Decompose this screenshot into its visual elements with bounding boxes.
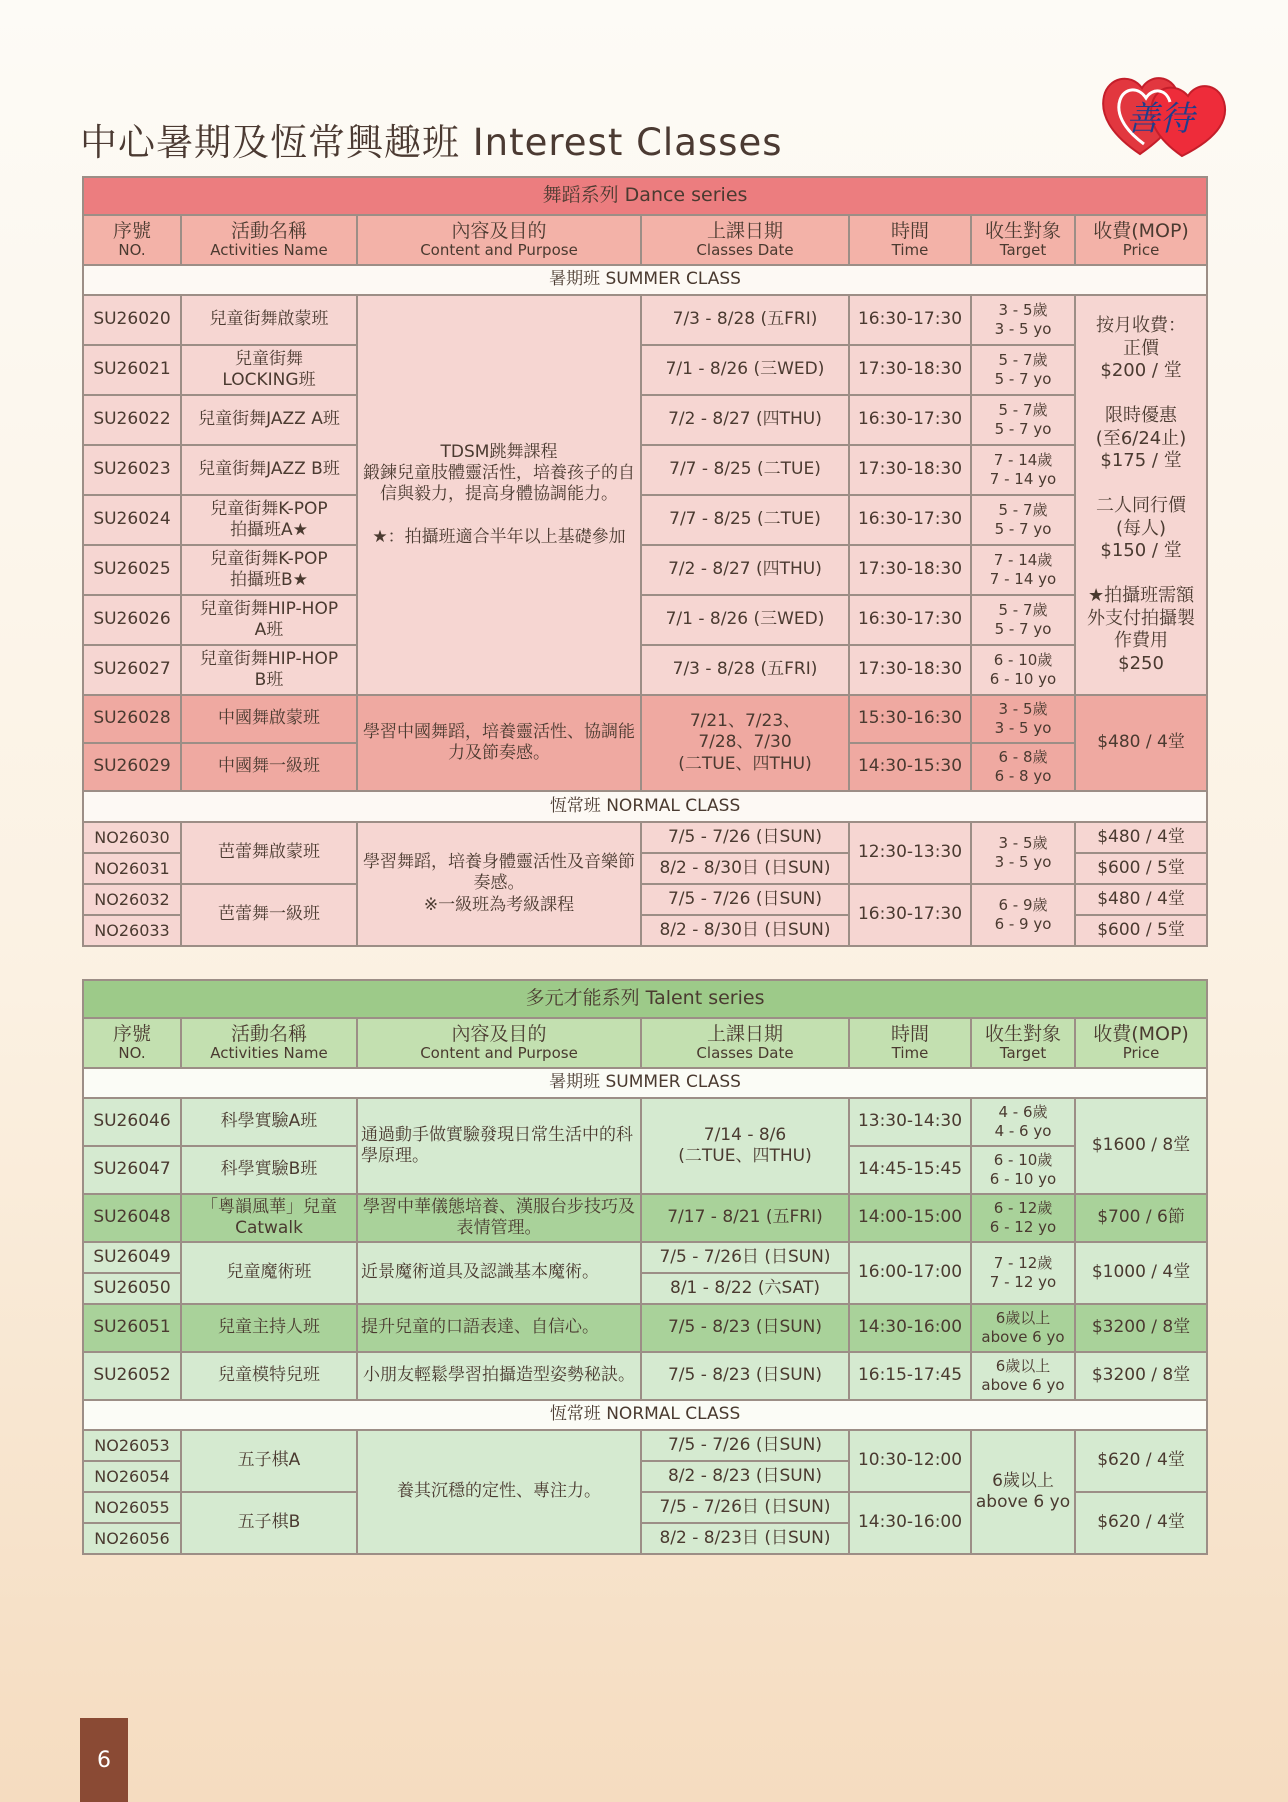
- class-name: 科學實驗B班: [181, 1146, 357, 1194]
- class-date: 8/2 - 8/30日 (日SUN): [641, 853, 849, 884]
- class-no: SU26022: [83, 395, 181, 445]
- header-price: 收費(MOP) Price: [1075, 215, 1207, 265]
- class-target: 6 - 9歲 6 - 9 yo: [971, 884, 1075, 946]
- class-date: 7/5 - 7/26 (日SUN): [641, 822, 849, 853]
- class-target: 7 - 14歲 7 - 14 yo: [971, 445, 1075, 495]
- class-target: 5 - 7歲 5 - 7 yo: [971, 345, 1075, 395]
- class-time: 16:30-17:30: [849, 395, 971, 445]
- class-no: NO26054: [83, 1461, 181, 1492]
- class-time: 17:30-18:30: [849, 645, 971, 695]
- class-price: $3200 / 8堂: [1075, 1304, 1207, 1352]
- class-date: 7/2 - 8/27 (四THU): [641, 395, 849, 445]
- class-target: 6 - 12歲 6 - 12 yo: [971, 1194, 1075, 1242]
- catwalk-content: 學習中華儀態培養、漢服台步技巧及表情管理。: [357, 1194, 641, 1242]
- ballet-content: 學習舞蹈，培養身體靈活性及音樂節奏感。 ※一級班為考級課程: [357, 822, 641, 946]
- class-date: 8/2 - 8/23日 (日SUN): [641, 1523, 849, 1554]
- class-date: 8/2 - 8/30日 (日SUN): [641, 915, 849, 946]
- section-normal-class: 恆常班 NORMAL CLASS: [83, 791, 1207, 822]
- header-target: 收生對象 Target: [971, 215, 1075, 265]
- class-price: $600 / 5堂: [1075, 915, 1207, 946]
- class-name: 五子棋A: [181, 1430, 357, 1492]
- class-name: 五子棋B: [181, 1492, 357, 1554]
- class-target: 3 - 5歲 3 - 5 yo: [971, 822, 1075, 884]
- talent-series-table: [82, 979, 1208, 1555]
- class-date: 7/5 - 7/26 (日SUN): [641, 884, 849, 915]
- header-content: 內容及目的 Content and Purpose: [357, 1018, 641, 1068]
- section-summer-class: 暑期班 SUMMER CLASS: [83, 265, 1207, 295]
- tdsm-price: 按月收費： 正價 $200 / 堂 限時優惠 (至6/24止) $175 / 堂 二人同行價 (每人) $150 / 堂 ★拍攝班需額外支付拍攝製作費用 $250: [1075, 295, 1207, 695]
- class-no: SU26052: [83, 1352, 181, 1400]
- class-price: $1000 / 4堂: [1075, 1242, 1207, 1304]
- class-name: 兒童街舞JAZZ B班: [181, 445, 357, 495]
- header-content: 內容及目的 Content and Purpose: [357, 215, 641, 265]
- header-date: 上課日期 Classes Date: [641, 1018, 849, 1068]
- header-name: 活動名稱 Activities Name: [181, 215, 357, 265]
- class-name: 兒童街舞K-POP 拍攝班A★: [181, 495, 357, 545]
- class-name: 兒童街舞HIP-HOP B班: [181, 645, 357, 695]
- class-name: 兒童模特兒班: [181, 1352, 357, 1400]
- class-time: 12:30-13:30: [849, 822, 971, 884]
- class-date: 7/5 - 8/23 (日SUN): [641, 1304, 849, 1352]
- header-date: 上課日期 Classes Date: [641, 215, 849, 265]
- class-target: 3 - 5歲 3 - 5 yo: [971, 695, 1075, 743]
- dance-series-table: [82, 176, 1208, 947]
- class-no: NO26056: [83, 1523, 181, 1554]
- class-target: 6 - 8歲 6 - 8 yo: [971, 743, 1075, 791]
- svg-text:善待: 善待: [1126, 99, 1194, 139]
- class-time: 15:30-16:30: [849, 695, 971, 743]
- class-no: SU26021: [83, 345, 181, 395]
- header-no: 序號 NO.: [83, 1018, 181, 1068]
- class-no: SU26048: [83, 1194, 181, 1242]
- class-date: 7/7 - 8/25 (二TUE): [641, 495, 849, 545]
- header-time: 時間 Time: [849, 1018, 971, 1068]
- class-no: SU26046: [83, 1098, 181, 1146]
- class-no: SU26051: [83, 1304, 181, 1352]
- class-date: 7/5 - 7/26日 (日SUN): [641, 1492, 849, 1523]
- class-no: NO26033: [83, 915, 181, 946]
- class-no: NO26031: [83, 853, 181, 884]
- class-name: 中國舞啟蒙班: [181, 695, 357, 743]
- dance-series-title: 舞蹈系列 Dance series: [83, 177, 1207, 215]
- class-price: $600 / 5堂: [1075, 853, 1207, 884]
- class-time: 14:30-15:30: [849, 743, 971, 791]
- model-content: 小朋友輕鬆學習拍攝造型姿勢秘訣。: [357, 1352, 641, 1400]
- class-no: SU26028: [83, 695, 181, 743]
- class-no: SU26026: [83, 595, 181, 645]
- class-target: 5 - 7歲 5 - 7 yo: [971, 595, 1075, 645]
- header-name: 活動名稱 Activities Name: [181, 1018, 357, 1068]
- class-name: 「粵韻風華」兒童 Catwalk: [181, 1194, 357, 1242]
- class-name: 兒童主持人班: [181, 1304, 357, 1352]
- class-name: 中國舞一級班: [181, 743, 357, 791]
- chinese-dance-date: 7/21、7/23、 7/28、7/30 (二TUE、四THU): [641, 695, 849, 791]
- class-target: 4 - 6歲 4 - 6 yo: [971, 1098, 1075, 1146]
- class-price: $620 / 4堂: [1075, 1492, 1207, 1554]
- class-name: 兒童街舞 LOCKING班: [181, 345, 357, 395]
- host-content: 提升兒童的口語表達、自信心。: [357, 1304, 641, 1352]
- class-date: 7/3 - 8/28 (五FRI): [641, 645, 849, 695]
- class-price: $480 / 4堂: [1075, 822, 1207, 853]
- class-no: SU26027: [83, 645, 181, 695]
- class-price: $620 / 4堂: [1075, 1430, 1207, 1492]
- class-time: 16:00-17:00: [849, 1242, 971, 1304]
- class-target: 3 - 5歲 3 - 5 yo: [971, 295, 1075, 345]
- class-date: 7/5 - 7/26 (日SUN): [641, 1430, 849, 1461]
- class-target: 6歲以上 above 6 yo: [971, 1430, 1075, 1554]
- class-price: $3200 / 8堂: [1075, 1352, 1207, 1400]
- class-time: 16:30-17:30: [849, 295, 971, 345]
- magic-content: 近景魔術道具及認識基本魔術。: [357, 1242, 641, 1304]
- section-normal-class: 恆常班 NORMAL CLASS: [83, 1400, 1207, 1430]
- class-time: 17:30-18:30: [849, 345, 971, 395]
- class-time: 17:30-18:30: [849, 445, 971, 495]
- chinese-dance-price: $480 / 4堂: [1075, 695, 1207, 791]
- class-target: 6 - 10歲 6 - 10 yo: [971, 1146, 1075, 1194]
- page-title: 中心暑期及恆常興趣班 Interest Classes: [80, 121, 783, 164]
- section-summer-class: 暑期班 SUMMER CLASS: [83, 1068, 1207, 1098]
- class-time: 13:30-14:30: [849, 1098, 971, 1146]
- class-time: 14:30-16:00: [849, 1304, 971, 1352]
- class-date: 7/7 - 8/25 (二TUE): [641, 445, 849, 495]
- class-date: 7/2 - 8/27 (四THU): [641, 545, 849, 595]
- header-target: 收生對象 Target: [971, 1018, 1075, 1068]
- class-name: 兒童街舞K-POP 拍攝班B★: [181, 545, 357, 595]
- class-target: 6歲以上 above 6 yo: [971, 1304, 1075, 1352]
- class-time: 17:30-18:30: [849, 545, 971, 595]
- class-no: SU26050: [83, 1273, 181, 1304]
- class-date: 7/17 - 8/21 (五FRI): [641, 1194, 849, 1242]
- class-no: NO26053: [83, 1430, 181, 1461]
- class-target: 5 - 7歲 5 - 7 yo: [971, 495, 1075, 545]
- class-time: 14:30-16:00: [849, 1492, 971, 1554]
- class-target: 7 - 12歲 7 - 12 yo: [971, 1242, 1075, 1304]
- class-time: 16:30-17:30: [849, 884, 971, 946]
- class-time: 14:00-15:00: [849, 1194, 971, 1242]
- class-name: 科學實驗A班: [181, 1098, 357, 1146]
- class-time: 16:15-17:45: [849, 1352, 971, 1400]
- class-target: 6歲以上 above 6 yo: [971, 1352, 1075, 1400]
- class-target: 6 - 10歲 6 - 10 yo: [971, 645, 1075, 695]
- class-no: NO26055: [83, 1492, 181, 1523]
- class-no: NO26032: [83, 884, 181, 915]
- science-price: $1600 / 8堂: [1075, 1098, 1207, 1194]
- class-no: SU26024: [83, 495, 181, 545]
- class-no: SU26020: [83, 295, 181, 345]
- class-price: $480 / 4堂: [1075, 884, 1207, 915]
- class-no: SU26049: [83, 1242, 181, 1273]
- class-time: 16:30-17:30: [849, 595, 971, 645]
- class-name: 兒童街舞JAZZ A班: [181, 395, 357, 445]
- gomoku-content: 養其沉穩的定性、專注力。: [357, 1430, 641, 1554]
- class-date: 7/1 - 8/26 (三WED): [641, 595, 849, 645]
- class-name: 芭蕾舞啟蒙班: [181, 822, 357, 884]
- class-target: 7 - 14歲 7 - 14 yo: [971, 545, 1075, 595]
- class-date: 8/1 - 8/22 (六SAT): [641, 1273, 849, 1304]
- heart-logo-icon: [1100, 64, 1230, 164]
- header-time: 時間 Time: [849, 215, 971, 265]
- class-name: 兒童街舞HIP-HOP A班: [181, 595, 357, 645]
- chinese-dance-content: 學習中國舞蹈，培養靈活性、協調能力及節奏感。: [357, 695, 641, 791]
- class-target: 5 - 7歲 5 - 7 yo: [971, 395, 1075, 445]
- class-date: 7/5 - 8/23 (日SUN): [641, 1352, 849, 1400]
- tdsm-content: TDSM跳舞課程 鍛鍊兒童肢體靈活性，培養孩子的自信與毅力，提高身體協調能力。 ★：拍攝班適合半年以上基礎參加: [357, 295, 641, 695]
- science-date: 7/14 - 8/6 (二TUE、四THU): [641, 1098, 849, 1194]
- class-time: 10:30-12:00: [849, 1430, 971, 1492]
- class-time: 14:45-15:45: [849, 1146, 971, 1194]
- science-content: 通過動手做實驗發現日常生活中的科學原理。: [357, 1098, 641, 1194]
- class-no: SU26025: [83, 545, 181, 595]
- class-no: SU26029: [83, 743, 181, 791]
- class-time: 16:30-17:30: [849, 495, 971, 545]
- class-no: SU26047: [83, 1146, 181, 1194]
- talent-series-title: 多元才能系列 Talent series: [83, 980, 1207, 1018]
- class-price: $700 / 6節: [1075, 1194, 1207, 1242]
- header-no: 序號 NO.: [83, 215, 181, 265]
- class-name: 兒童魔術班: [181, 1242, 357, 1304]
- class-date: 8/2 - 8/23 (日SUN): [641, 1461, 849, 1492]
- page-number: 6: [80, 1718, 128, 1802]
- class-date: 7/3 - 8/28 (五FRI): [641, 295, 849, 345]
- class-name: 芭蕾舞一級班: [181, 884, 357, 946]
- class-no: SU26023: [83, 445, 181, 495]
- header-price: 收費(MOP) Price: [1075, 1018, 1207, 1068]
- class-name: 兒童街舞啟蒙班: [181, 295, 357, 345]
- class-no: NO26030: [83, 822, 181, 853]
- class-date: 7/1 - 8/26 (三WED): [641, 345, 849, 395]
- class-date: 7/5 - 7/26日 (日SUN): [641, 1242, 849, 1273]
